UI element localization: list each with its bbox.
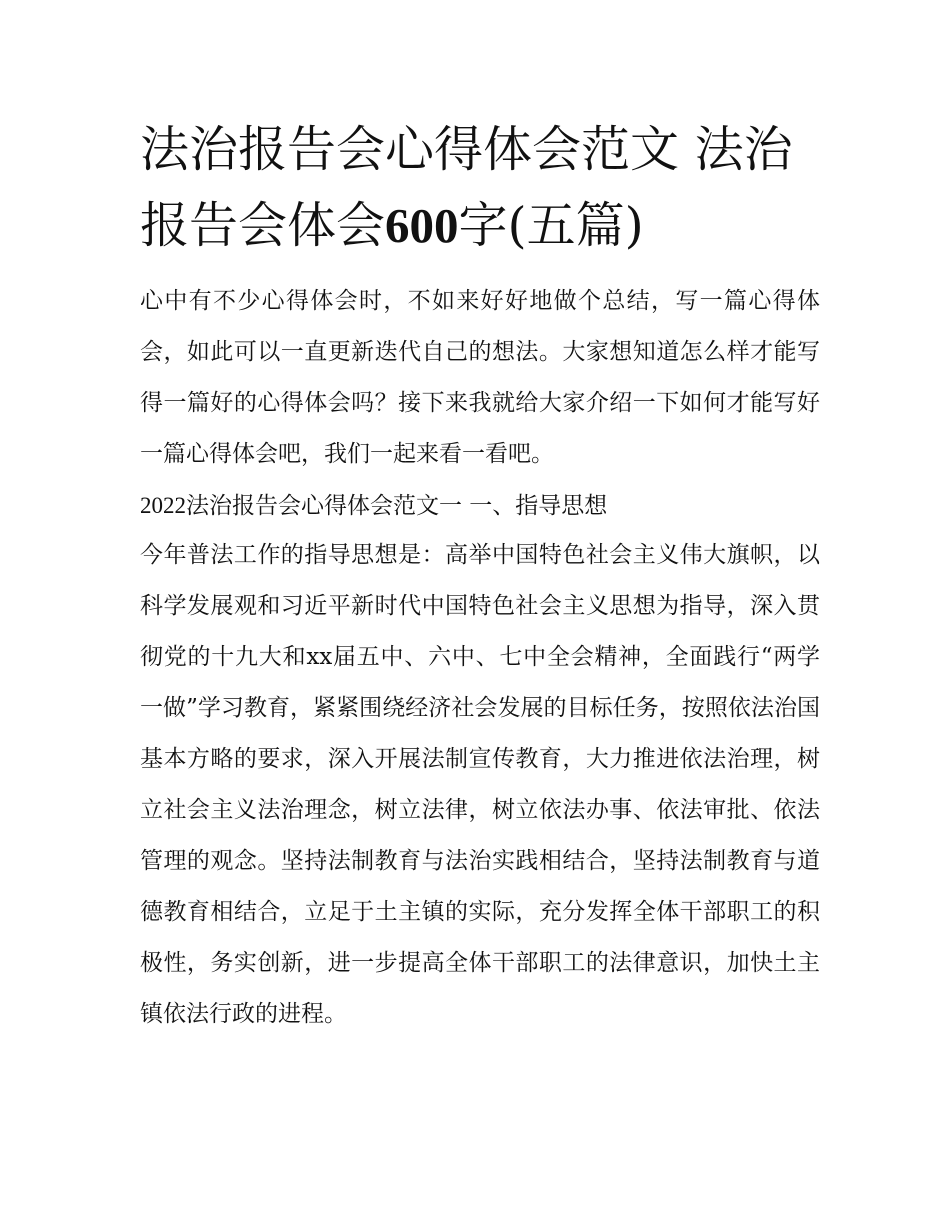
title-number: 600 (385, 198, 459, 253)
intro-paragraph: 心中有不少心得体会时，不如来好好地做个总结，写一篇心得体会，如此可以一直更新迭代自己的想法。大家想知道怎么样才能写得一篇好的心得体会吗？接下来我就给大家介绍一下如何才能写好一篇心得体会吧，我们一起来看一看吧。 (140, 288, 820, 467)
title-text-part1: 法治报告会心得体会范文 法治报告会体会 (140, 121, 793, 254)
section-year: 2022 (140, 493, 186, 518)
section-heading-text: 法治报告会心得体会范文一 一、指导思想 (186, 493, 608, 519)
body-paragraph: 今年普法工作的指导思想是：高举中国特色社会主义伟大旗帜，以科学发展观和习近平新时代中国特色社会主义思想为指导，深入贯彻党的十九大和xx届五中、六中、七中全会精神，全面践行“两学一做”学习教育，紧紧围绕经济社会发展的目标任务，按照依法治国基本方略的要求，深入开展法制宣传教育，大力推进依法治理，树立社会主义法治理念，树立法律，树立依法办事、依法审批、依法管理的观念。坚持法制教育与法治实践相结合，坚持法制教育与道德教育相结合，立足于土主镇的实际，充分发挥全体干部职工的积极性，务实创新，进一步提高全体干部职工的法律意识，加快土主镇依法行政的进程。 (140, 542, 820, 1027)
title-text-part2: 字(五篇) (458, 197, 644, 254)
document-title (140, 112, 820, 264)
section-heading (140, 480, 820, 532)
